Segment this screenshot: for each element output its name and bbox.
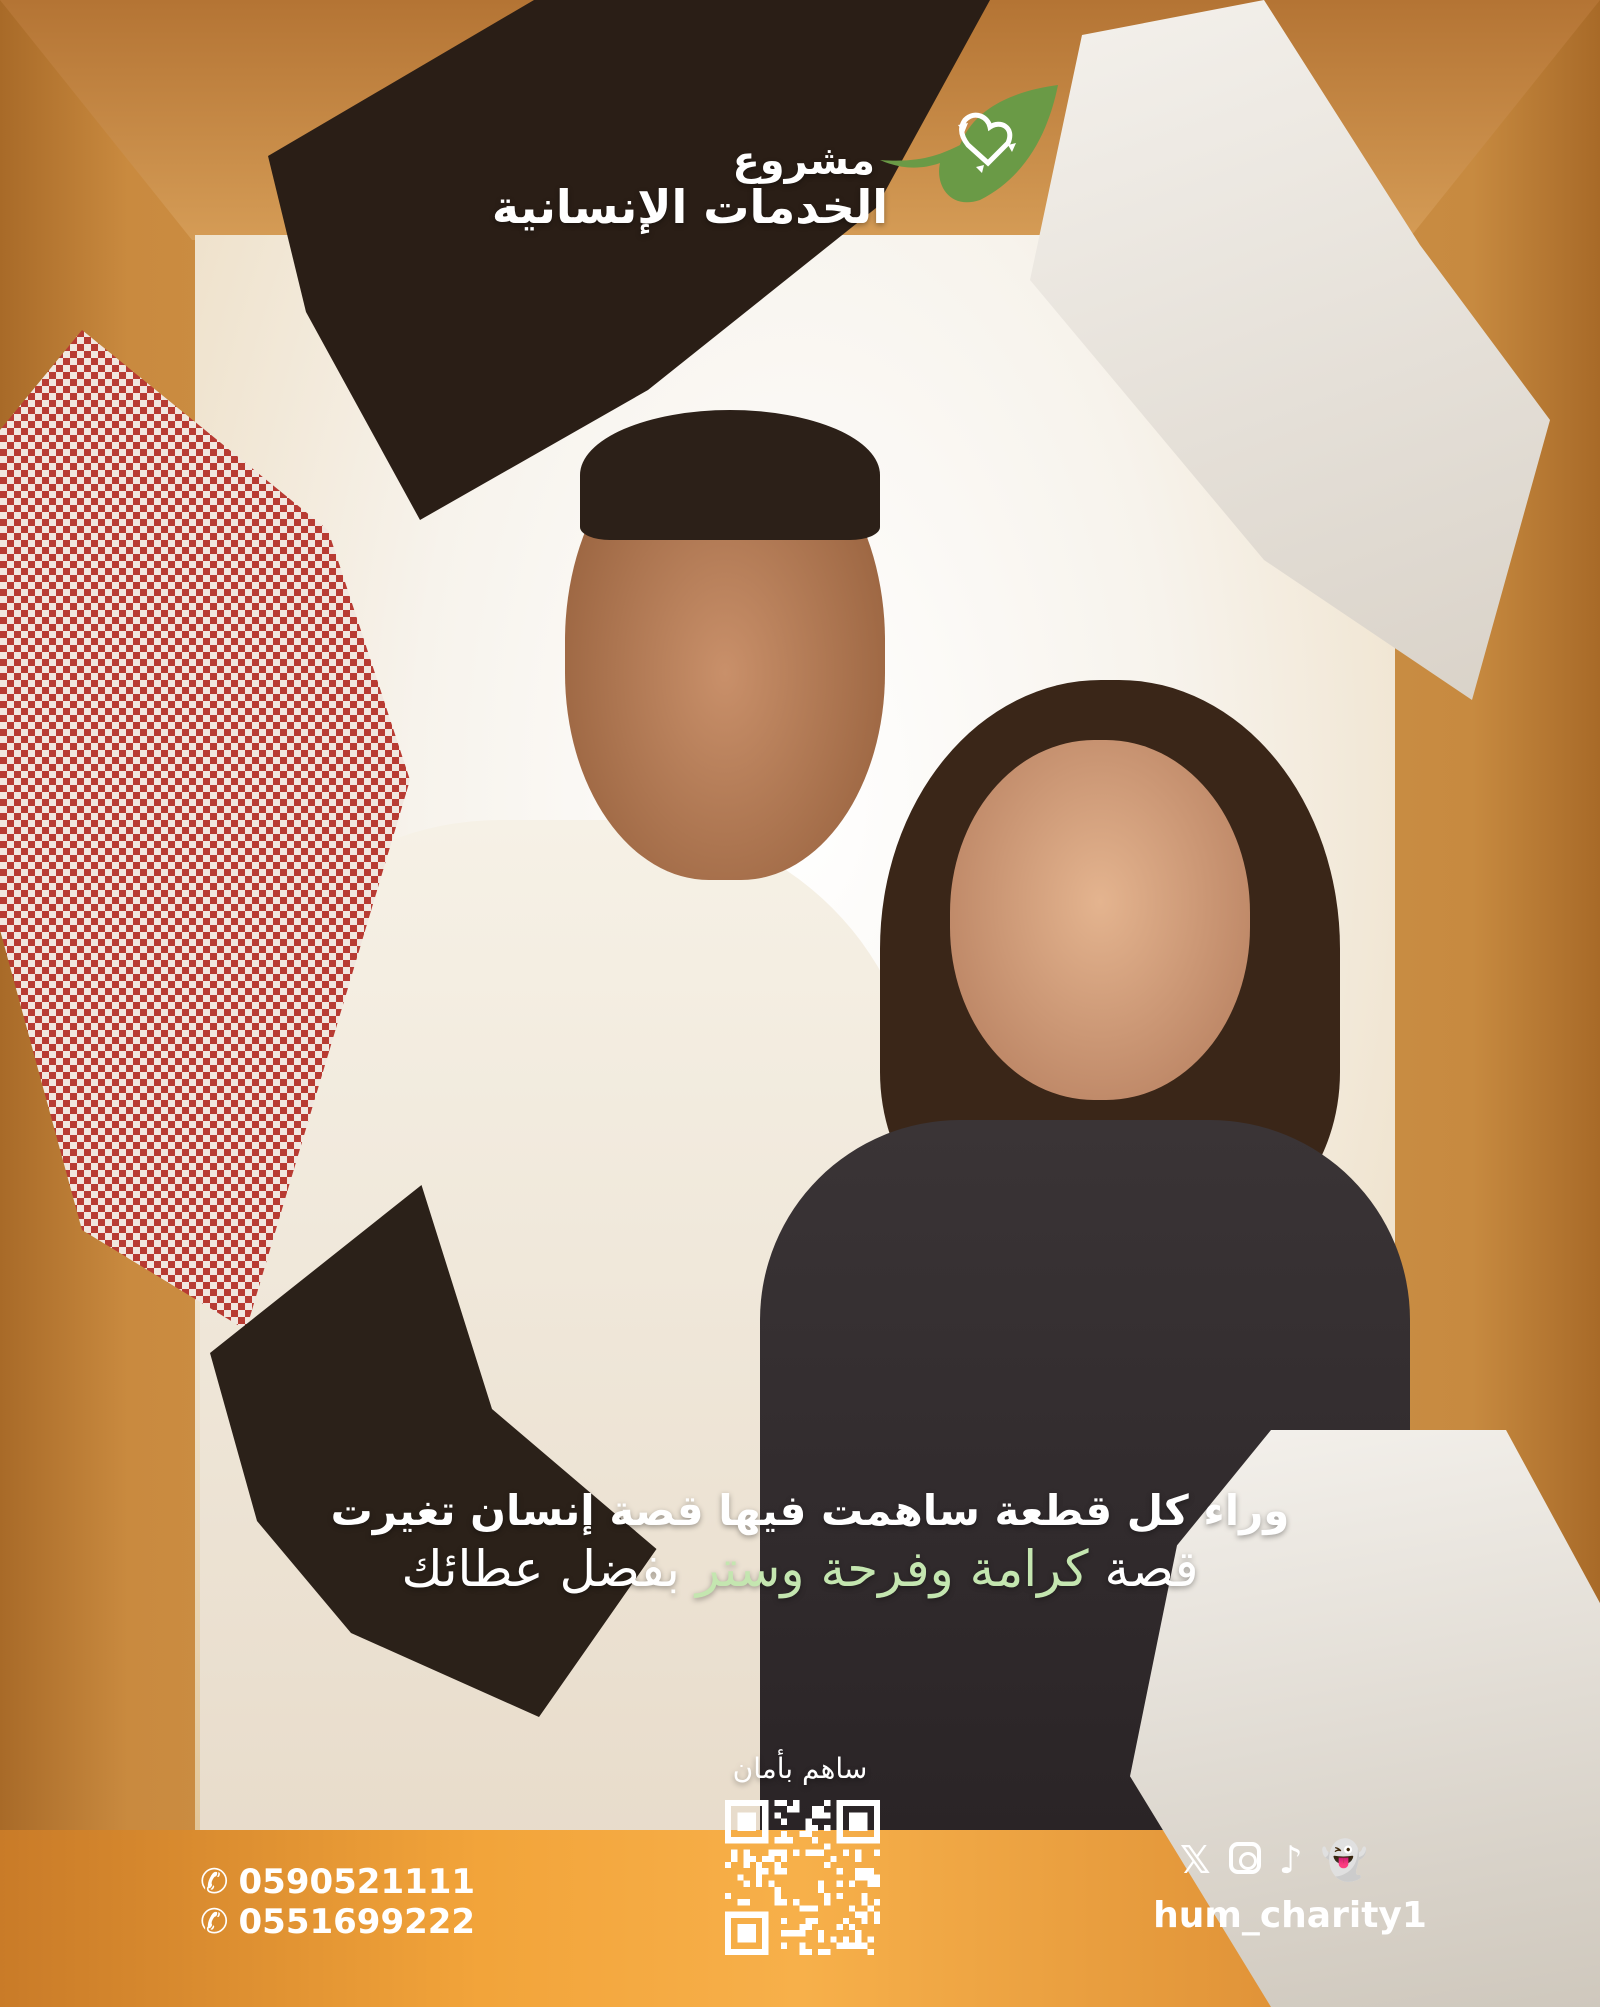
recycle-heart-icon [880,85,1065,205]
donate-label: ساهم بأمان [732,1752,868,1785]
phone-number: 0590521111 [238,1862,476,1902]
qr-code-icon[interactable] [725,1800,880,1955]
girl-face [950,740,1250,1100]
phone-number: 0551699222 [238,1902,476,1942]
logo-title-line2: الخدمات الإنسانية [491,180,888,234]
tagline-highlight: كرامة وفرحة وستر [695,1540,1089,1598]
tagline-line1: وراء كل قطعة ساهمت فيها قصة إنسان تغيرت [330,1486,1290,1535]
social-handle[interactable]: hum_charity1 [1153,1895,1427,1936]
social-icons [1180,1838,1368,1883]
logo-title-line1: مشروع [732,138,875,184]
phone-row-2[interactable] [200,1902,475,1942]
tagline-line2 [0,1540,1600,1598]
man-hair [580,410,880,540]
snapchat-icon[interactable]: 👻 [1320,1838,1369,1882]
tagline-part2: بفضل عطائك [401,1540,680,1598]
phone-icon: ✆ [200,1902,229,1942]
tiktok-icon[interactable]: ♪ [1278,1838,1303,1882]
instagram-icon[interactable] [1229,1842,1261,1874]
x-icon[interactable]: 𝕏 [1180,1838,1211,1882]
tagline-part1: قصة [1104,1540,1199,1598]
phone-icon: ✆ [200,1862,229,1902]
phone-row-1[interactable] [200,1862,475,1902]
